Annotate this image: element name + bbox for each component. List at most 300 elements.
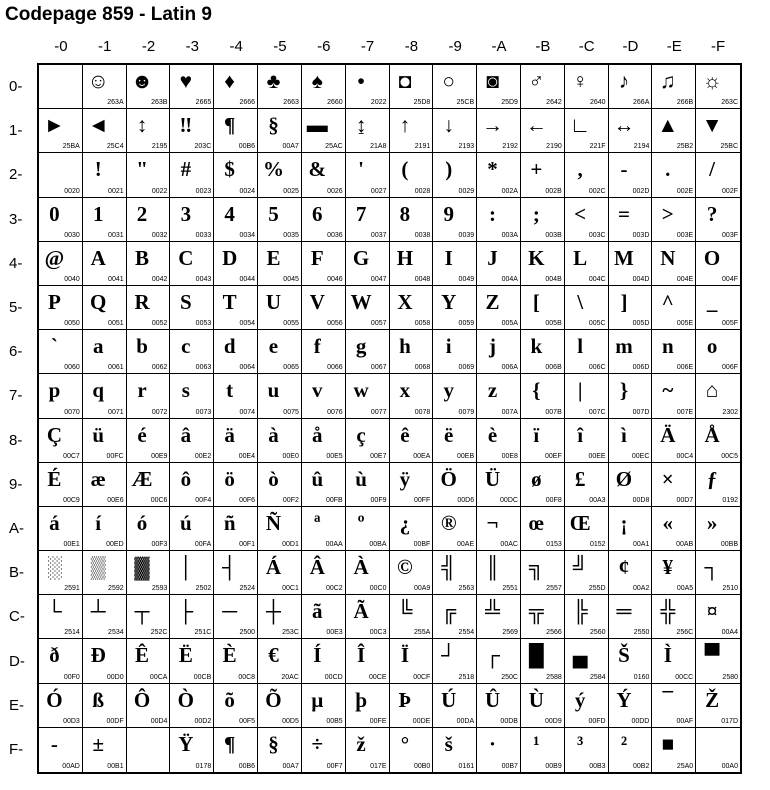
char-code: 0049 (458, 275, 475, 283)
char-code: 00B6 (238, 143, 256, 151)
char-glyph: ñ (223, 510, 236, 535)
char-code: 003A (501, 231, 518, 239)
char-code: 2500 (239, 629, 256, 637)
char-cell (214, 242, 258, 286)
char-glyph: g (355, 334, 367, 359)
char-glyph: • (357, 69, 365, 93)
char-code: 0052 (151, 320, 168, 328)
char-glyph: á (49, 510, 60, 535)
char-cell (609, 463, 653, 507)
char-code: 253C (282, 629, 299, 637)
char-cell (390, 330, 434, 374)
char-code: 00ED (106, 541, 124, 549)
char-code: 2551 (502, 585, 518, 593)
char-code: 002B (545, 187, 562, 195)
char-cell (258, 419, 302, 463)
char-code: 25BC (720, 143, 738, 151)
char-glyph: ↑ (399, 113, 411, 138)
char-code: 00AB (676, 541, 694, 549)
char-code: 0053 (195, 320, 212, 328)
char-code: 00E4 (238, 452, 256, 460)
char-code: 0030 (64, 231, 80, 239)
char-glyph: * (487, 157, 498, 182)
char-glyph: 3 (180, 201, 192, 226)
char-glyph: = (617, 201, 630, 226)
char-glyph: \ (577, 289, 584, 314)
char-glyph: ╚ (397, 599, 413, 624)
char-glyph: ö (224, 466, 235, 491)
char-cell (696, 551, 740, 595)
char-cell (214, 374, 258, 418)
char-code: 0027 (370, 187, 387, 195)
char-code: 005C (588, 320, 606, 328)
char-cell (565, 330, 609, 374)
char-cell (652, 684, 696, 728)
char-glyph: Z (485, 289, 500, 314)
char-code: 0069 (458, 364, 475, 372)
char-glyph: 9 (443, 201, 454, 226)
char-glyph: o (706, 334, 718, 359)
char-cell (258, 198, 302, 242)
char-cell (565, 374, 609, 418)
char-code: 00A4 (721, 629, 738, 637)
char-cell (696, 684, 740, 728)
char-glyph: b (136, 334, 148, 359)
char-cell (652, 728, 696, 772)
char-glyph: í (95, 510, 102, 535)
char-cell (346, 507, 390, 551)
char-code: 0025 (283, 187, 299, 195)
char-code: 0031 (108, 231, 124, 239)
char-code: 00CA (149, 673, 168, 681)
char-code: 00F7 (326, 763, 343, 770)
char-glyph: x (399, 378, 411, 403)
char-code: 0043 (195, 275, 212, 283)
char-glyph: Ì (663, 643, 672, 668)
char-glyph: 4 (224, 201, 235, 226)
char-glyph: ■ (661, 731, 675, 756)
char-cell (390, 65, 434, 109)
char-glyph: ═ (616, 599, 632, 624)
char-cell (83, 551, 127, 595)
char-cell (390, 595, 434, 639)
char-cell (521, 463, 565, 507)
char-cell (170, 728, 214, 772)
char-glyph: ÷ (311, 731, 324, 756)
char-glyph: ó (136, 510, 148, 535)
char-cell (258, 65, 302, 109)
char-cell (346, 639, 390, 683)
char-glyph: § (268, 731, 279, 756)
char-glyph: 6 (312, 201, 323, 226)
char-code: 0160 (633, 673, 650, 681)
char-code: 00EE (588, 452, 606, 460)
char-cell (83, 639, 127, 683)
char-code: 004D (632, 275, 650, 283)
char-cell (39, 551, 83, 595)
char-code: 00B6 (238, 763, 256, 770)
char-code: 007E (676, 408, 694, 416)
char-cell (83, 153, 127, 197)
char-cell (390, 286, 434, 330)
char-code: 255A (413, 629, 431, 637)
char-glyph: ┤ (222, 555, 238, 580)
char-code: 004A (501, 275, 518, 283)
char-cell (83, 198, 127, 242)
char-code: 005F (722, 320, 738, 328)
char-code: 002D (632, 187, 650, 195)
char-cell (565, 419, 609, 463)
char-code: 003B (545, 231, 562, 239)
char-cell (652, 330, 696, 374)
char-glyph: ç (356, 422, 366, 447)
char-code: 00AF (676, 717, 694, 725)
row-headers (0, 63, 37, 774)
char-glyph: ð (49, 643, 60, 668)
char-cell (609, 109, 653, 153)
char-glyph: ï (533, 422, 540, 447)
char-cell (521, 65, 565, 109)
char-cell (214, 595, 258, 639)
char-code: 00D2 (194, 717, 212, 725)
char-glyph: - (620, 157, 628, 182)
char-code: 00AE (457, 541, 475, 549)
char-cell (609, 65, 653, 109)
char-code: 003F (722, 231, 738, 239)
char-cell (521, 242, 565, 286)
column-header: -7 (360, 38, 375, 55)
char-glyph: w (353, 378, 369, 403)
char-cell (39, 330, 83, 374)
char-glyph: ž (356, 731, 366, 756)
char-cell (609, 684, 653, 728)
char-cell (696, 109, 740, 153)
char-code: 00A7 (282, 143, 299, 151)
char-cell (127, 728, 171, 772)
char-code: 25CB (456, 99, 475, 107)
char-cell (170, 330, 214, 374)
char-cell (696, 65, 740, 109)
char-code: 00A5 (676, 585, 694, 593)
char-code: 0078 (414, 408, 431, 416)
char-code: 00A2 (633, 585, 650, 593)
row-header: 0- (9, 78, 23, 96)
char-code: 0075 (283, 408, 299, 416)
char-glyph: V (309, 289, 325, 314)
char-cell (127, 639, 171, 683)
char-glyph: & (308, 157, 327, 182)
char-code: 00CC (675, 673, 694, 681)
char-code: 00D7 (676, 496, 694, 504)
char-glyph: Ò (177, 687, 195, 712)
char-glyph: B (135, 245, 150, 270)
char-cell (433, 684, 477, 728)
char-cell (521, 507, 565, 551)
char-code: 00CE (368, 673, 387, 681)
char-glyph: ë (444, 422, 454, 447)
char-glyph: ║ (485, 555, 500, 580)
char-cell (258, 507, 302, 551)
char-code: 0057 (370, 320, 387, 328)
char-cell (170, 286, 214, 330)
char-glyph: ▓ (134, 555, 150, 580)
char-cell (302, 639, 346, 683)
char-cell (521, 109, 565, 153)
char-code: 00E7 (370, 452, 387, 460)
char-code: 0021 (108, 187, 124, 195)
char-code: 0028 (414, 187, 431, 195)
char-glyph: ↔ (613, 113, 635, 138)
char-code: 00F3 (151, 541, 168, 549)
char-code: 00D9 (545, 717, 562, 725)
char-glyph: £ (574, 466, 586, 491)
char-code: 0040 (64, 275, 80, 283)
column-header: -A (491, 38, 507, 55)
char-glyph: ╝ (572, 555, 588, 580)
char-glyph: l (577, 334, 584, 359)
char-glyph: Ç (46, 422, 62, 447)
char-code: 00A7 (282, 763, 299, 770)
char-cell (214, 65, 258, 109)
char-code: 0048 (414, 275, 431, 283)
char-code: 002E (676, 187, 694, 195)
char-cell (170, 419, 214, 463)
char-cell (390, 153, 434, 197)
char-glyph: ─ (222, 599, 238, 624)
char-glyph: 5 (268, 201, 279, 226)
char-glyph: ↕ (136, 113, 148, 138)
char-code: 25C4 (106, 143, 124, 151)
char-code: 005B (545, 320, 562, 328)
char-glyph: ╩ (485, 599, 500, 624)
char-glyph: E (266, 245, 281, 270)
char-cell (127, 419, 171, 463)
char-glyph: C (178, 245, 194, 270)
char-code: 2557 (546, 585, 562, 593)
char-cell (390, 639, 434, 683)
char-code: 00F6 (239, 496, 256, 504)
char-cell (652, 198, 696, 242)
char-cell (127, 242, 171, 286)
char-cell (127, 109, 171, 153)
char-glyph: ▒ (90, 555, 106, 580)
char-code: 0071 (108, 408, 124, 416)
char-glyph: Í (313, 643, 322, 668)
char-cell (433, 595, 477, 639)
char-cell (214, 507, 258, 551)
char-glyph: T (222, 289, 237, 314)
char-glyph: ? (706, 201, 718, 226)
char-glyph: $ (224, 157, 235, 182)
char-cell (346, 65, 390, 109)
char-glyph: ╗ (528, 555, 544, 580)
char-cell (652, 286, 696, 330)
char-cell (696, 153, 740, 197)
char-glyph: ì (621, 422, 627, 447)
char-cell (39, 463, 83, 507)
char-code: 003C (588, 231, 606, 239)
char-glyph: Ô (133, 687, 151, 712)
char-cell (346, 374, 390, 418)
char-glyph: k (530, 334, 543, 359)
char-code: 00DF (106, 717, 124, 725)
char-code: 00E0 (282, 452, 299, 460)
column-header: -F (711, 38, 726, 55)
char-cell (652, 374, 696, 418)
char-cell (214, 153, 258, 197)
char-cell (433, 153, 477, 197)
char-cell (170, 153, 214, 197)
column-header: -E (666, 38, 682, 55)
char-glyph: p (48, 378, 61, 403)
char-code: 00D8 (632, 496, 650, 504)
char-glyph: K (528, 245, 545, 270)
char-code: 0079 (458, 408, 475, 416)
char-glyph: ♦ (224, 69, 236, 93)
char-code: 00DE (412, 717, 431, 725)
char-glyph: ▼ (701, 113, 723, 138)
char-glyph: : (489, 201, 497, 226)
char-cell (39, 198, 83, 242)
char-glyph: H (396, 245, 414, 270)
char-code: 2022 (370, 99, 387, 107)
column-header: -2 (141, 38, 156, 55)
char-glyph: S (180, 289, 192, 314)
char-cell (477, 330, 521, 374)
char-glyph: Æ (131, 466, 153, 491)
char-glyph: Á (265, 555, 282, 580)
char-glyph: Ž (705, 687, 720, 712)
char-cell (696, 728, 740, 772)
char-glyph: Î (357, 643, 366, 668)
char-code: 0038 (414, 231, 431, 239)
char-glyph: Ü (484, 466, 501, 491)
char-glyph: c (181, 334, 191, 359)
char-cell (609, 242, 653, 286)
char-glyph: ß (92, 687, 105, 712)
char-glyph: ú (180, 510, 192, 535)
char-code: 0072 (151, 408, 168, 416)
char-glyph: █ (528, 643, 544, 668)
char-glyph: × (661, 466, 674, 491)
char-glyph: @ (44, 245, 65, 270)
char-code: 0068 (414, 364, 431, 372)
char-glyph: m (615, 334, 633, 359)
char-glyph: Ã (353, 599, 369, 624)
char-cell (433, 374, 477, 418)
char-code: 0067 (370, 364, 387, 372)
char-code: 221F (589, 143, 606, 151)
char-code: 0054 (239, 320, 256, 328)
char-cell (83, 374, 127, 418)
char-code: 00E5 (326, 452, 343, 460)
char-glyph: [ (532, 289, 540, 314)
char-cell (39, 242, 83, 286)
char-code: 2588 (546, 673, 562, 681)
char-cell (521, 684, 565, 728)
char-glyph: ┌ (485, 643, 500, 668)
column-header: -D (622, 38, 639, 55)
char-code: 2502 (195, 585, 212, 593)
char-cell (652, 463, 696, 507)
char-code: 2192 (502, 143, 518, 151)
char-code: 263A (107, 99, 124, 107)
char-code: 00CB (193, 673, 212, 681)
char-code: 00FF (413, 496, 431, 504)
char-cell (302, 153, 346, 197)
char-code: 2534 (108, 629, 124, 637)
char-code: 00D4 (150, 717, 168, 725)
char-code: 00D5 (282, 717, 299, 725)
char-cell (696, 639, 740, 683)
char-glyph: ä (224, 422, 235, 447)
char-code: 0073 (195, 408, 212, 416)
char-glyph: ƒ (706, 466, 718, 491)
row-header: 5- (9, 299, 23, 317)
char-cell (346, 595, 390, 639)
char-glyph: ◙ (486, 69, 499, 93)
char-code: 00D1 (282, 541, 299, 549)
char-cell (477, 65, 521, 109)
char-glyph: L (573, 245, 588, 270)
char-cell (652, 242, 696, 286)
char-glyph: A (90, 245, 106, 270)
char-glyph: { (532, 378, 541, 403)
char-glyph: ¯ (662, 687, 674, 712)
char-code: 00A3 (589, 496, 606, 504)
char-cell (433, 330, 477, 374)
char-code: 00E3 (326, 629, 343, 637)
row-header: E- (9, 696, 24, 714)
char-code: 00F0 (63, 673, 80, 681)
char-code: 2190 (546, 143, 562, 151)
char-glyph: € (268, 643, 279, 668)
char-cell (609, 728, 653, 772)
char-code: 25D9 (501, 99, 518, 107)
row-header: 8- (9, 431, 23, 449)
char-cell (258, 595, 302, 639)
char-code: 2302 (722, 408, 738, 416)
char-code: 0077 (370, 408, 387, 416)
char-glyph: Å (704, 422, 720, 447)
char-code: 006F (722, 364, 738, 372)
char-glyph: Y (441, 289, 457, 314)
char-glyph: º (357, 510, 365, 535)
char-cell (565, 507, 609, 551)
char-glyph: â (180, 422, 192, 447)
char-glyph: ► (44, 113, 65, 138)
char-glyph: X (397, 289, 413, 314)
char-code: 2592 (108, 585, 124, 593)
char-cell (346, 198, 390, 242)
char-glyph: , (577, 157, 583, 182)
char-code: 25B2 (676, 143, 694, 151)
char-cell (521, 595, 565, 639)
char-cell (390, 242, 434, 286)
char-glyph: Ä (660, 422, 676, 447)
char-cell (127, 684, 171, 728)
char-glyph: ' (358, 157, 365, 182)
char-cell (346, 684, 390, 728)
char-cell (302, 286, 346, 330)
char-code: 263C (721, 99, 738, 107)
char-cell (214, 198, 258, 242)
char-cell (214, 109, 258, 153)
char-cell (170, 507, 214, 551)
char-code: 00DA (456, 717, 475, 725)
char-cell (302, 242, 346, 286)
char-glyph: ☺ (87, 69, 109, 93)
